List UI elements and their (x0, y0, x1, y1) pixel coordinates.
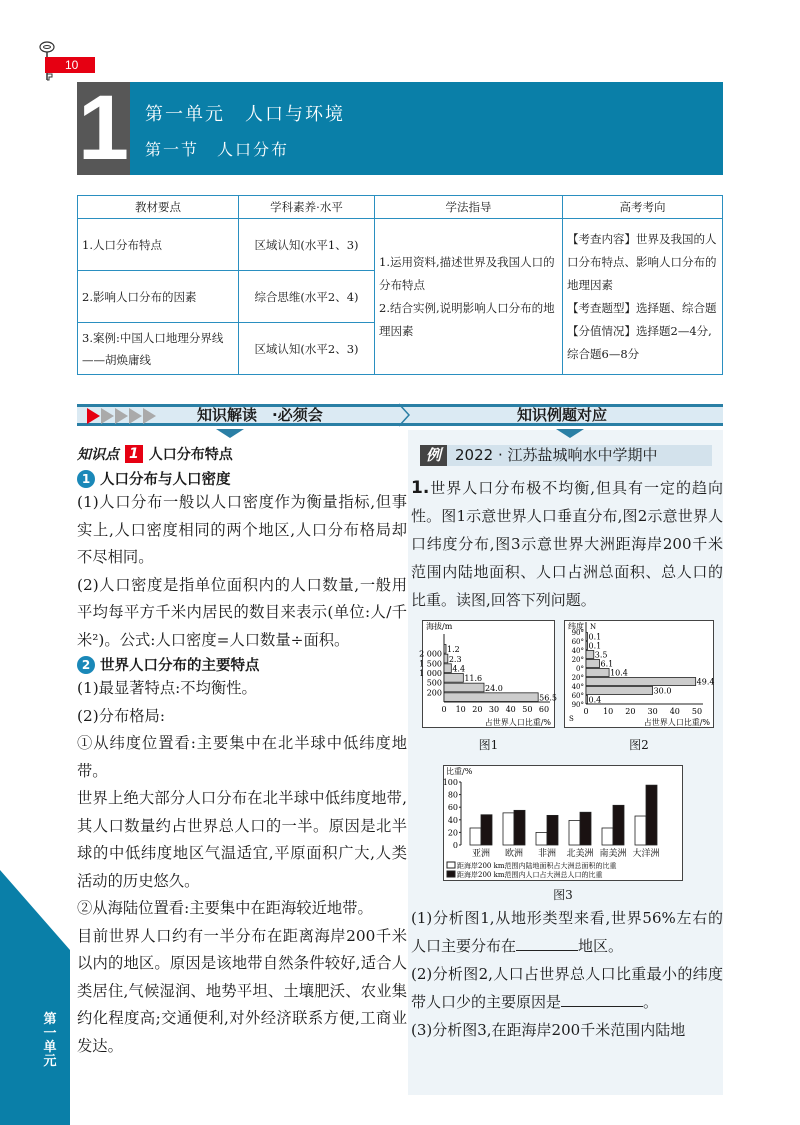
table-cell-point: 1.人口分布特点 (78, 219, 239, 271)
y-tick-label: 200 (426, 688, 442, 698)
x-tick-label: 10 (603, 707, 614, 716)
chevron-right-icon (397, 404, 411, 426)
figure-1-caption: 图1 (478, 738, 499, 752)
y-tick-label: 20° (571, 656, 584, 664)
question-number: 1. (411, 478, 430, 498)
y-tick-label: 20° (571, 674, 584, 682)
bar-population (580, 812, 591, 845)
y-tick-label: 0° (576, 665, 584, 673)
number-badge: 1 (77, 470, 95, 488)
data-label: 30.0 (653, 686, 672, 696)
subheading (77, 468, 407, 489)
paragraph: (2)人口密度是指单位面积内的人口数量,一般用平均每平方千米内居民的数目来表示(单位:人/千米²)。公式:人口密度=人口数量÷面积。 (77, 575, 407, 649)
table-cell-guidance (375, 219, 563, 375)
legend-swatch (447, 871, 455, 877)
guidance-item: 2.结合实例,说明影响人口分布的地理因素 (379, 300, 555, 338)
side-unit-label: 第一单元 (43, 1012, 57, 1069)
data-label: 0.4 (588, 695, 602, 705)
data-label: 6.1 (600, 659, 614, 669)
x-tick-label: 50 (691, 707, 703, 716)
unit-title: 第一单元 人口与环境 (145, 104, 345, 125)
y-tick-label: 20 (447, 828, 458, 838)
bar-land (536, 832, 547, 845)
south-label: S (569, 715, 574, 723)
y-tick-label: 1 500 (419, 659, 442, 669)
legend-label: 距海岸200 km范围内人口占大洲总人口的比重 (457, 871, 603, 879)
y-tick-label: 60° (571, 638, 584, 646)
kp-title: 人口分布特点 (148, 447, 233, 463)
x-tick-label: 40 (669, 707, 680, 716)
x-tick-label: 50 (522, 705, 533, 714)
page-number: 10 (45, 57, 95, 73)
table-header: 教材要点 (78, 196, 239, 219)
banner-right-title: 知识例题对应 (517, 406, 608, 424)
figure-3-caption: 图3 (553, 888, 573, 902)
bar (586, 669, 609, 677)
data-label: 56.5 (539, 693, 557, 703)
question-stem-text: 世界人口分布极不均衡,但具有一定的趋向性。图1示意世界人口垂直分布,图2示意世界人口纬度分布,图3示意世界大洲距海岸200千米范围内陆地面积、人口占洲总面积、总人口的比重。读图,回答下列问题。 (411, 479, 723, 609)
figure-2-caption: 图2 (629, 738, 649, 752)
x-tick-label: 0 (441, 705, 447, 714)
paragraph: ②从海陆位置看:主要集中在距海较近地带。 (77, 899, 373, 917)
unit-number: 1 (77, 77, 130, 179)
y-tick-label: 90° (571, 701, 584, 709)
y-tick-label: 60 (447, 803, 458, 813)
guidance-item: 1.运用资料,描述世界及我国人口的分布特点 (379, 254, 555, 292)
y-tick-label: 0 (452, 841, 458, 850)
banner-left-title: 知识解读 ·必须会 (197, 406, 323, 424)
data-label: 1.2 (447, 645, 460, 655)
answer-blank[interactable] (516, 935, 578, 951)
legend-swatch (447, 862, 455, 868)
bar-population (481, 815, 492, 845)
paragraph: (1)最显著特点:不均衡性。 (77, 679, 257, 697)
exam-item: 【考查内容】世界及我国的人口分布特点、影响人口分布的地理因素 (567, 231, 717, 292)
x-tick-label: 0 (583, 707, 589, 716)
answer-blank[interactable] (561, 991, 643, 1007)
table-header: 学法指导 (375, 196, 563, 219)
question-stem (411, 474, 723, 614)
x-tick-label: 亚洲 (471, 849, 491, 859)
knowledge-column (77, 444, 407, 1060)
y-tick-label: 100 (442, 778, 458, 787)
table-cell-literacy: 区域认知(水平1、3) (239, 219, 375, 271)
bar-population (613, 805, 624, 845)
bar (586, 642, 588, 650)
down-arrow-icon (216, 429, 244, 438)
bar-population (646, 785, 657, 845)
subheading-text: 世界人口分布的主要特点 (100, 658, 260, 674)
x-tick-label: 30 (647, 707, 658, 716)
data-label: 10.4 (610, 668, 628, 678)
data-label: 3.5 (594, 650, 608, 660)
table-header-row (78, 196, 723, 219)
x-tick-label: 10 (455, 705, 466, 714)
x-tick-label: 非洲 (537, 849, 557, 859)
overview-table (77, 195, 723, 375)
subheading (77, 654, 407, 675)
y-tick-label: 40° (571, 683, 584, 691)
sub-questions (411, 904, 723, 1044)
bar (586, 678, 696, 686)
table-row (78, 219, 723, 271)
exam-item: 【考查题型】选择题、综合题 (567, 300, 717, 315)
x-tick-label: 60 (538, 705, 550, 714)
table-header: 高考考向 (563, 196, 723, 219)
section-title: 第一节 人口分布 (145, 140, 290, 159)
paragraph: 目前世界人口约有一半分布在距离海岸200千米以内的地区。原因是该地带自然条件较好,适合人类居住,气候湿润、地势平坦、土壤肥沃、农业集约化程度高;交通便利,对外经济联系方便,工商业发达。 (77, 926, 407, 1055)
exam-item: 【分值情况】选择题2—4分,综合题6—8分 (567, 323, 712, 361)
bar (586, 633, 588, 641)
data-label: 0.1 (588, 632, 602, 642)
sub-question-1 (411, 904, 723, 960)
bar-land (470, 828, 481, 845)
bar (586, 687, 653, 695)
sub-question-text: 。 (643, 993, 659, 1011)
side-tab (0, 870, 70, 1125)
data-label: 0.1 (588, 641, 602, 651)
example-tag: 例 (420, 445, 447, 466)
x-tick-label: 20 (472, 705, 483, 714)
x-tick-label: 大洋洲 (632, 849, 660, 859)
table-header: 学科素养·水平 (239, 196, 375, 219)
number-badge: 2 (77, 656, 95, 674)
y-tick-label: 2 000 (419, 649, 442, 659)
data-label: 4.4 (452, 664, 466, 674)
figure-2-chart (564, 620, 714, 728)
section-banner (77, 404, 723, 426)
bar (586, 660, 600, 668)
sub-question-text: 地区。 (578, 937, 624, 955)
bar (444, 683, 484, 692)
bar (444, 664, 451, 673)
bar (586, 651, 594, 659)
data-label: 2.3 (448, 654, 462, 664)
x-tick-label: 欧洲 (504, 849, 524, 859)
bar-land (635, 816, 646, 845)
y-axis-label: 海拔/m (426, 622, 453, 631)
y-tick-label: 90° (571, 629, 584, 637)
table-cell-exam (563, 219, 723, 375)
bar-land (503, 813, 514, 845)
example-source (420, 445, 712, 466)
progress-arrows-icon (87, 408, 156, 424)
table-cell-point: 2.影响人口分布的因素 (78, 271, 239, 323)
subheading-text: 人口分布与人口密度 (100, 472, 231, 488)
y-tick-label: 500 (426, 678, 442, 688)
example-source-text: 2022 · 江苏盐城响水中学期中 (455, 446, 658, 464)
y-axis-label: 比重/% (446, 767, 473, 776)
bar (444, 674, 463, 683)
bar (444, 654, 448, 663)
bar-population (547, 815, 558, 845)
y-tick-label: 40 (447, 815, 458, 825)
x-tick-label: 北美洲 (566, 849, 594, 859)
paragraph: (1)人口分布一般以人口密度作为衡量指标,但事实上,人口密度相同的两个地区,人口分布格局却不尽相同。 (77, 493, 407, 566)
x-tick-label: 40 (505, 705, 516, 714)
kp-label: 知识点 (77, 447, 119, 463)
sub-question-text: (2)分析图2,人口占世界总人口比重最小的纬度带人口少的主要原因是 (411, 965, 723, 1011)
sub-question-text: (1)分析图1,从地形类型来看,世界56%左右的人口主要分布在 (411, 909, 723, 955)
x-axis-label: 占世界人口比重/% (643, 718, 710, 727)
bar-land (602, 828, 613, 845)
title-block (130, 82, 723, 175)
data-label: 24.0 (485, 683, 503, 693)
legend-label: 距海岸200 km范围内陆地面积占大洲总面积的比重 (457, 862, 617, 870)
data-label: 49.4 (696, 677, 715, 687)
kp-number: 1 (125, 445, 143, 463)
north-label: N (590, 623, 597, 631)
y-axis-label: 纬度 (568, 622, 584, 631)
x-axis-label: 占世界人口比重/% (484, 718, 551, 727)
bar-population (514, 810, 525, 845)
y-tick-label: 40° (571, 647, 584, 655)
bar (586, 696, 588, 704)
bar (444, 645, 446, 654)
table-cell-literacy: 区域认知(水平2、3) (239, 323, 375, 375)
paragraph: ①从纬度位置看:主要集中在北半球中低纬度地带。 (77, 734, 407, 780)
table-cell-literacy: 综合思维(水平2、4) (239, 271, 375, 323)
y-tick-label: 60° (571, 692, 584, 700)
table-cell-point: 3.案例:中国人口地理分界线——胡焕庸线 (78, 323, 239, 375)
data-label: 11.6 (464, 674, 483, 684)
figure-1-chart (419, 620, 557, 728)
y-tick-label: 1 000 (419, 669, 442, 678)
y-tick-label: 80 (447, 790, 458, 800)
paragraph: 世界上绝大部分人口分布在北半球中低纬度地带,其人口数量约占世界总人口的一半。原因是北半球的中低纬度地区气温适宜,平原面积广大,人类活动的历史悠久。 (77, 789, 407, 890)
sub-question-3: (3)分析图3,在距海岸200千米范围内陆地 (411, 1021, 686, 1039)
sub-question-2 (411, 960, 723, 1016)
paragraph: (2)分布格局: (77, 706, 166, 725)
bar (444, 693, 538, 702)
down-arrow-icon (556, 429, 584, 438)
knowledge-point-heading (77, 444, 407, 464)
x-tick-label: 30 (488, 705, 500, 714)
bar-land (569, 820, 580, 845)
figure-3-chart (443, 765, 683, 881)
x-tick-label: 20 (625, 707, 636, 716)
x-tick-label: 南美洲 (599, 849, 627, 859)
